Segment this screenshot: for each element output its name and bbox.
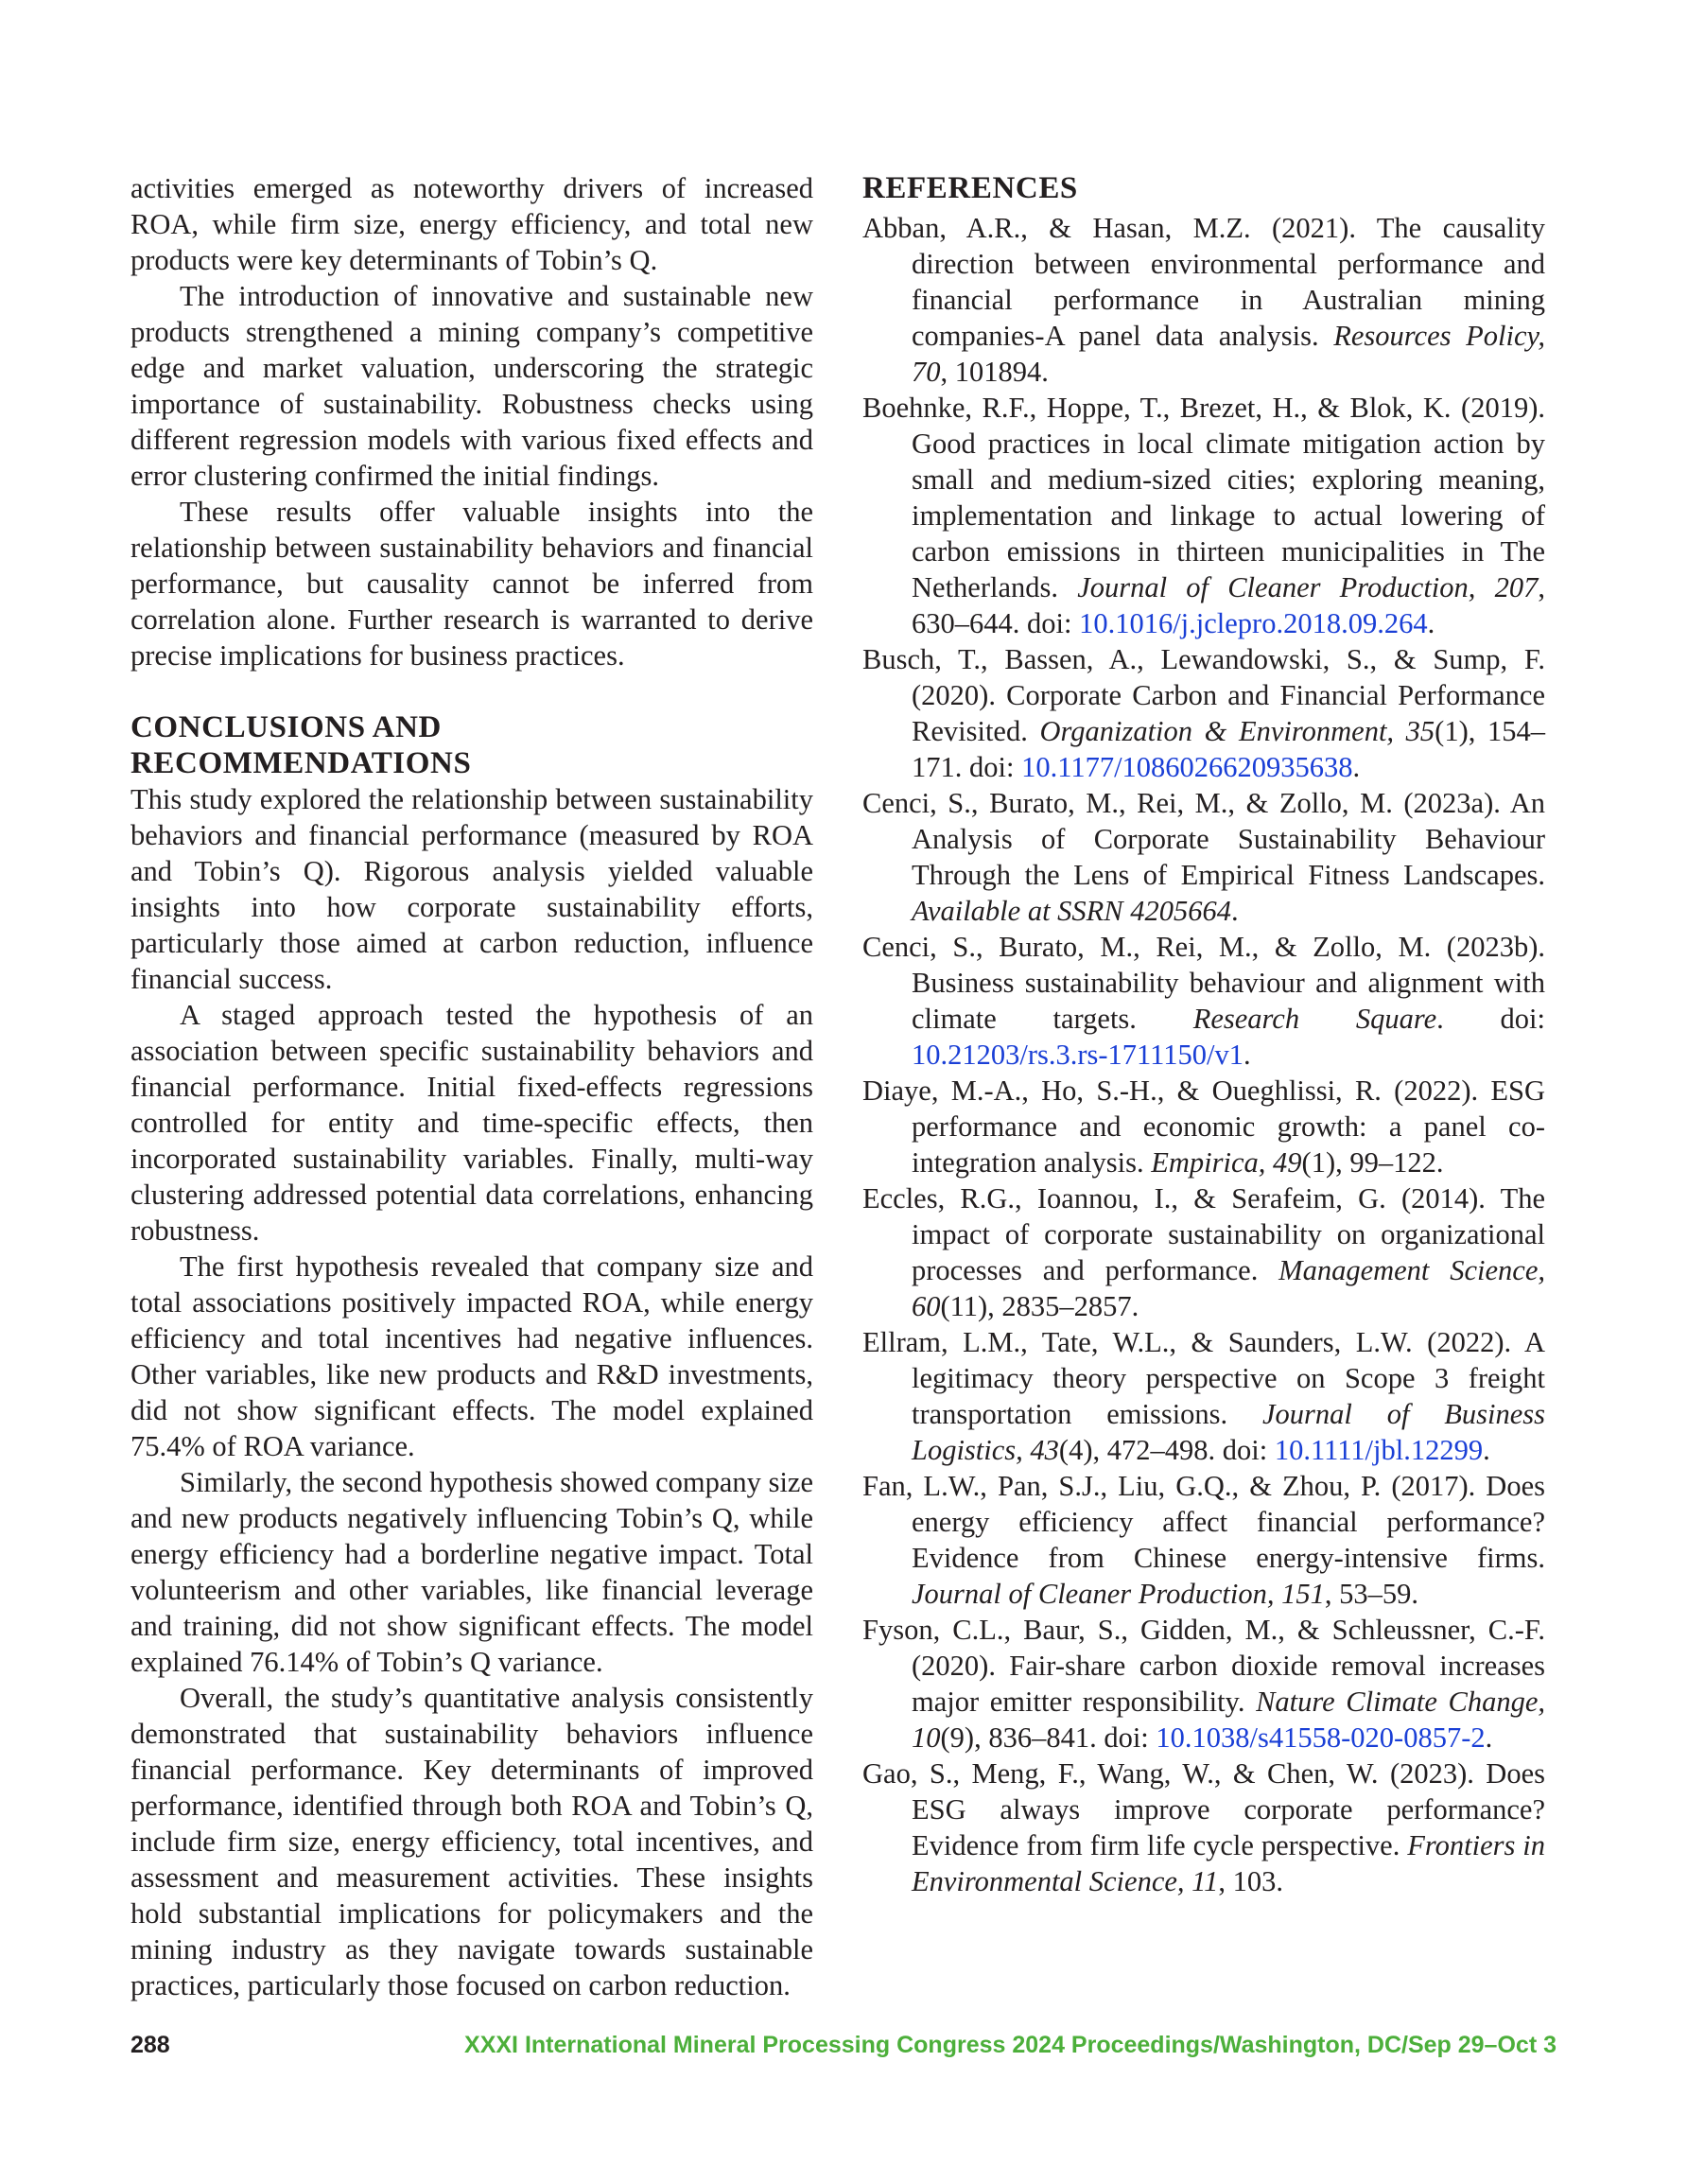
reference-entry — [862, 785, 1545, 929]
reference-volume: 207 — [1494, 571, 1539, 603]
reference-pages: (1), 154–171. — [912, 715, 1545, 783]
reference-text: Eccles, R.G., Ioannou, I., & Serafeim, G. (2014). The impact of corporate sustainability on organizational processes and performance. — [862, 1182, 1545, 1286]
page-number: 288 — [130, 2032, 170, 2058]
reference-journal-name: Empirica — [1151, 1146, 1259, 1179]
conclusions-heading-line2: RECOMMENDATIONS — [130, 746, 472, 780]
reference-volume: 11 — [1191, 1865, 1219, 1897]
reference-entry — [862, 1612, 1545, 1756]
reference-entry — [862, 1073, 1545, 1180]
reference-journal-name: Journal of Cleaner Production — [912, 1578, 1267, 1610]
references-list — [862, 210, 1545, 1899]
reference-volume: 10 — [912, 1721, 941, 1754]
reference-journal-name: Journal of Cleaner Production — [1077, 571, 1469, 603]
reference-pages: . — [1436, 1003, 1444, 1035]
reference-volume: 60 — [912, 1290, 941, 1322]
conclusions-paragraph: This study explored the relationship between sustainability behaviors and financial performance (measured by ROA and Tobin’s Q). Rigorous analysis yielded valuable insights into how corporate sustainability efforts, particularly those aimed at carbon reduction, influence financial success. — [130, 783, 813, 995]
reference-doi-label: doi: — [1096, 1721, 1157, 1754]
reference-pages: (1), 99–122. — [1301, 1146, 1444, 1179]
reference-journal-name: Organization & Environment — [1039, 715, 1387, 747]
reference-journal-name: Available at SSRN 4205664 — [912, 895, 1232, 927]
reference-text: Cenci, S., Burato, M., Rei, M., & Zollo, M. (2023a). An Analysis of Corporate Sustainability Behaviour Through the Lens of Empirical Fitness Landscapes. — [862, 787, 1545, 891]
reference-separator: , — [1016, 1434, 1031, 1466]
reference-journal — [1193, 1003, 1436, 1035]
reference-pages: , 103. — [1218, 1865, 1284, 1897]
reference-pages: , 101894. — [940, 356, 1049, 388]
conclusions-paragraph: Overall, the study’s quantitative analysis consistently demonstrated that sustainability behaviors influence financial performance. Key determinants of improved performance, identified through both ROA and Tobin’s Q, include firm size, energy efficiency, total incentives, and assessment and measurement activities. These insights hold substantial implications for policymakers and the mining industry as they navigate towards sustainable practices, particularly those focused on carbon reduction. — [130, 1682, 813, 2001]
reference-doi-label: doi: — [962, 751, 1022, 783]
doi-link[interactable]: 10.1016/j.jclepro.2018.09.264 — [1079, 607, 1428, 639]
reference-pages: , 53–59. — [1324, 1578, 1418, 1610]
reference-doi-label: doi: — [1019, 607, 1080, 639]
reference-pages: . — [1231, 895, 1239, 927]
reference-text: Boehnke, R.F., Hoppe, T., Brezet, H., & Blok, K. (2019). Good practices in local climate mitigation action by small and medium-sized cities; exploring meaning, implementation and linkage to actual lowering of carbon emissions in thirteen municipalities in The Netherlands. — [862, 392, 1545, 603]
reference-text: Fyson, C.L., Baur, S., Gidden, M., & Schleussner, C.-F. (2020). Fair-share carbon dioxide removal increases major emitter responsibility. — [862, 1614, 1545, 1718]
reference-end: . — [1483, 1434, 1490, 1466]
reference-text: Abban, A.R., & Hasan, M.Z. (2021). The causality direction between environmental performance and financial performance in Australian mining companies-A panel data analysis. — [862, 212, 1545, 352]
conclusions-heading — [130, 709, 813, 781]
reference-volume: 35 — [1405, 715, 1435, 747]
reference-entry — [862, 1324, 1545, 1468]
reference-pages: , 630–644. — [912, 571, 1545, 639]
reference-journal — [1039, 715, 1435, 747]
reference-journal-name: Frontiers in Environmental Science — [912, 1829, 1545, 1897]
reference-pages: (9), 836–841. — [940, 1721, 1097, 1754]
reference-entry — [862, 390, 1545, 641]
reference-journal — [912, 1578, 1325, 1610]
reference-end: . — [1244, 1039, 1251, 1071]
reference-volume: 49 — [1273, 1146, 1302, 1179]
reference-entry — [862, 210, 1545, 390]
doi-link[interactable]: 10.1177/1086026620935638 — [1021, 751, 1353, 783]
reference-journal — [912, 895, 1231, 927]
running-title: XXXI International Mineral Processing Congress 2024 Proceedings/Washington, DC/Sep 29–Oct 3 — [464, 2032, 1557, 2058]
reference-pages: (11), 2835–2857. — [940, 1290, 1139, 1322]
doi-link[interactable]: 10.1038/s41558-020-0857-2 — [1156, 1721, 1486, 1754]
reference-separator: , — [1266, 1578, 1282, 1610]
reference-end: . — [1352, 751, 1361, 783]
page-footer — [130, 2026, 1557, 2064]
reference-journal-name: Journal of Business Logistics — [912, 1398, 1545, 1466]
reference-text: Gao, S., Meng, F., Wang, W., & Chen, W. (2023). Does ESG always improve corporate performance? Evidence from firm life cycle perspective. — [862, 1757, 1545, 1861]
reference-separator: , — [1538, 1686, 1545, 1718]
reference-separator: , — [1538, 320, 1545, 352]
reference-separator: , — [1258, 1146, 1274, 1179]
reference-doi-label: doi: — [1215, 1434, 1275, 1466]
reference-end: . — [1485, 1721, 1493, 1754]
reference-entry — [862, 1468, 1545, 1612]
reference-journal-name: Nature Climate Change — [1256, 1686, 1539, 1718]
reference-volume: 43 — [1030, 1434, 1059, 1466]
reference-pages: (4), 472–498. — [1058, 1434, 1216, 1466]
conclusions-heading-line1: CONCLUSIONS AND — [130, 710, 442, 744]
body-paragraph: activities emerged as noteworthy drivers of increased ROA, while firm size, energy efficiency, and total new products were key determinants of Tobin’s Q. — [130, 172, 813, 276]
reference-end: . — [1427, 607, 1435, 639]
reference-volume: 151 — [1281, 1578, 1325, 1610]
reference-journal — [1077, 571, 1538, 603]
reference-separator: , — [1538, 1254, 1545, 1286]
reference-journal-name: Management Science — [1278, 1254, 1539, 1286]
reference-journal — [1151, 1146, 1301, 1179]
body-paragraph: These results offer valuable insights into the relationship between sustainability behaviors and financial performance, but causality cannot be inferred from correlation alone. Further research is warranted to derive precise implications for business practices. — [130, 496, 813, 672]
reference-entry — [862, 1180, 1545, 1324]
reference-doi-label: doi: — [1443, 1003, 1546, 1035]
reference-text: Diaye, M.-A., Ho, S.-H., & Oueghlissi, R. (2022). ESG performance and economic growth: a panel co-integration analysis. — [862, 1075, 1545, 1179]
reference-journal-name: Resources Policy — [1333, 320, 1539, 352]
doi-link[interactable]: 10.1111/jbl.12299 — [1274, 1434, 1484, 1466]
reference-volume: 70 — [912, 356, 941, 388]
reference-separator: , — [1468, 571, 1495, 603]
reference-entry — [862, 641, 1545, 785]
doi-link[interactable]: 10.21203/rs.3.rs-1711150/v1 — [912, 1039, 1244, 1071]
left-column — [130, 170, 813, 2003]
reference-separator: , — [1176, 1865, 1192, 1897]
conclusions-paragraph: Similarly, the second hypothesis showed company size and new products negatively influencing Tobin’s Q, while energy efficiency had a borderline negative impact. Total volunteerism and other variables, like financial leverage and training, did not show significant effects. The model explained 76.14% of Tobin’s Q variance. — [130, 1466, 813, 1678]
reference-text: Cenci, S., Burato, M., Rei, M., & Zollo, M. (2023b). Business sustainability behaviour and alignment with climate targets. — [862, 931, 1545, 1035]
body-paragraph: The introduction of innovative and sustainable new products strengthened a mining company’s competitive edge and market valuation, underscoring the strategic importance of sustainability. Robustness checks using different regression models with various fixed effects and error clustering confirmed the initial findings. — [130, 280, 813, 492]
reference-text: Busch, T., Bassen, A., Lewandowski, S., & Sump, F. (2020). Corporate Carbon and Financial Performance Revisited. — [862, 643, 1545, 747]
references-heading: REFERENCES — [862, 171, 1078, 205]
reference-journal-name: Research Square — [1192, 1003, 1437, 1035]
conclusions-paragraph: The first hypothesis revealed that company size and total associations positively impacted ROA, while energy efficiency and total incentives had negative influences. Other variables, like new products and R&D investments, did not show significant effects. The model explained 75.4% of ROA variance. — [130, 1250, 813, 1462]
reference-entry — [862, 929, 1545, 1073]
right-column — [862, 170, 1545, 1899]
conclusions-paragraph: A staged approach tested the hypothesis of an association between specific sustainability behaviors and financial performance. Initial fixed-effects regressions controlled for entity and time-specific effects, then incorporated sustainability variables. Finally, multi-way clustering addressed potential data correlations, enhancing robustness. — [130, 999, 813, 1247]
reference-text: Fan, L.W., Pan, S.J., Liu, G.Q., & Zhou, P. (2017). Does energy efficiency affect financial performance? Evidence from Chinese energy-intensive firms. — [862, 1470, 1545, 1574]
reference-text: Ellram, L.M., Tate, W.L., & Saunders, L.W. (2022). A legitimacy theory perspective on Scope 3 freight transportation emissions. — [862, 1326, 1545, 1430]
reference-separator: , — [1386, 715, 1406, 747]
reference-entry — [862, 1756, 1545, 1899]
